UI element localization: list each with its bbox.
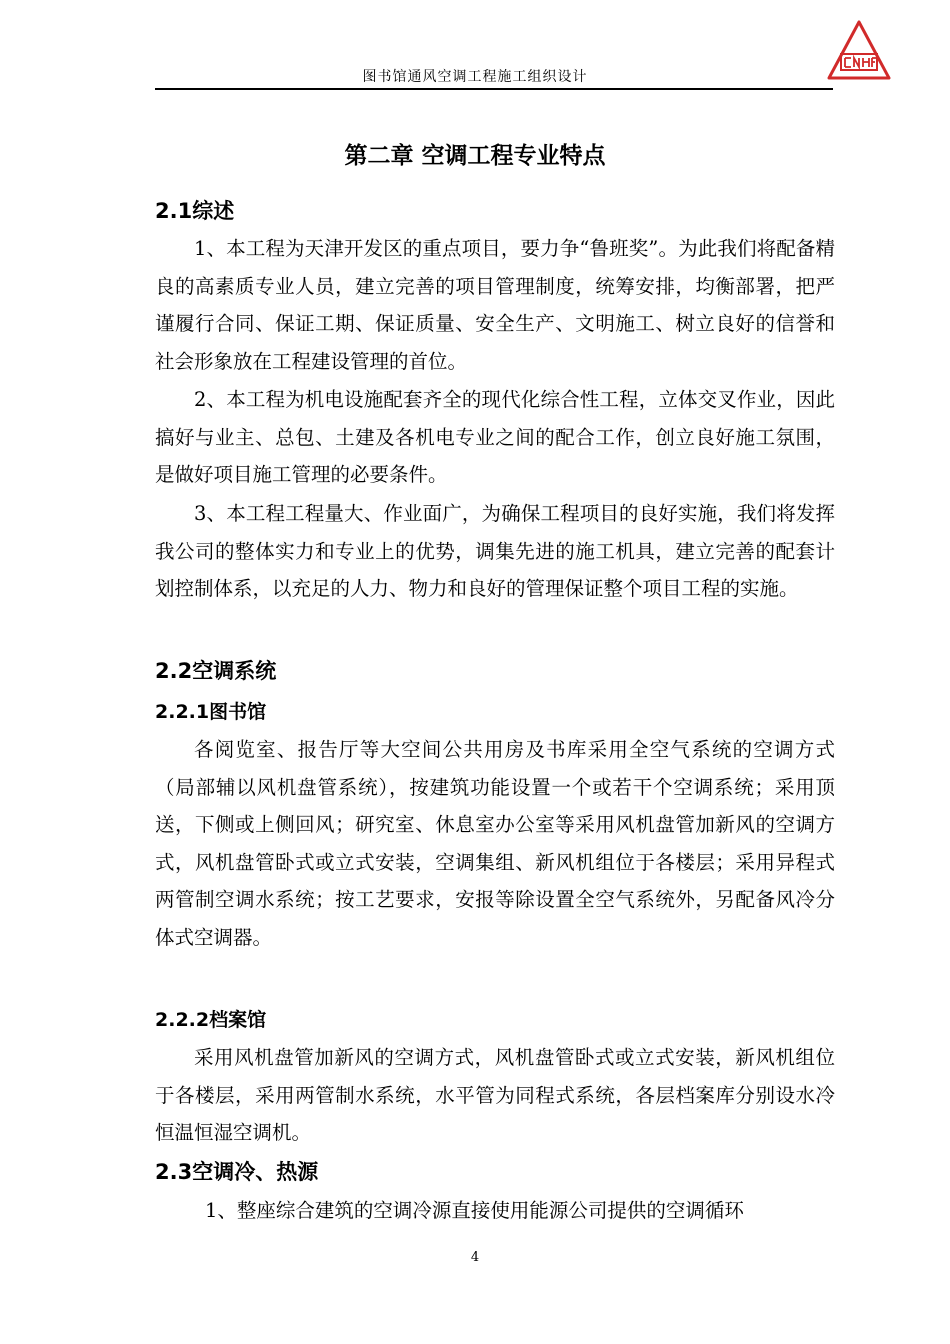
paragraph-2-1-item-3: 3、本工程工程量大、作业面广，为确保工程项目的良好实施，我们将发挥我公司的整体实力和专业上的优势，调集先进的施工机具，建立完善的配套计划控制体系，以充足的人力、物力和良好的管理保证整个项目工程的实施。: [155, 502, 835, 601]
paragraph-2-1-item-2: 2、本工程为机电设施配套齐全的现代化综合性工程，立体交叉作业，因此搞好与业主、总包、土建及各机电专业之间的配合工作，创立良好施工氛围，是做好项目施工管理的必要条件。: [155, 388, 835, 487]
page-number: 4: [470, 1250, 480, 1265]
paragraph-2-2-1: 各阅览室、报告厅等大空间公共用房及书库采用全空气系统的空调方式（局部辅以风机盘管系统），按建筑功能设置一个或若干个空调系统；采用顶送，下侧或上侧回风；研究室、休息室办公室等采用风机盘管加新风的空调方式，风机盘管卧式或立式安装，空调集组、新风机组位于各楼层；采用异程式两管制空调水系统；按工艺要求，安报等除设置全空气系统外，另配备风冷分体式空调器。: [155, 738, 835, 949]
paragraph-2-2-2: 采用风机盘管加新风的空调方式，风机盘管卧式或立式安装，新风机组位于各楼层，采用两管制水系统，水平管为同程式系统，各层档案库分别设水冷恒温恒湿空调机。: [155, 1046, 835, 1145]
header-rule: [155, 88, 833, 90]
running-header-title: 图书馆通风空调工程施工组织设计: [362, 69, 588, 85]
section-heading-2-3: 2.3空调冷、热源: [155, 1160, 319, 1184]
paragraph-2-1-item-1: 1、本工程为天津开发区的重点项目，要力争“鲁班奖”。为此我们将配备精良的高素质专业人员，建立完善的项目管理制度，统筹安排，均衡部署，把严谨履行合同、保证工期、保证质量、安全生产、文明施工、树立良好的信誉和社会形象放在工程建设管理的首位。: [155, 237, 835, 373]
section-heading-2-2: 2.2空调系统: [155, 659, 277, 683]
subsection-heading-2-2-1: 2.2.1图书馆: [155, 701, 267, 723]
paragraph-2-3-item-1: 1、整座综合建筑的空调冷源直接使用能源公司提供的空调循环: [205, 1199, 744, 1222]
subsection-heading-2-2-2: 2.2.2档案馆: [155, 1009, 267, 1031]
section-heading-2-1: 2.1综述: [155, 199, 235, 223]
chapter-title: 第二章 空调工程专业特点: [344, 143, 606, 169]
company-logo-icon: [826, 18, 892, 84]
